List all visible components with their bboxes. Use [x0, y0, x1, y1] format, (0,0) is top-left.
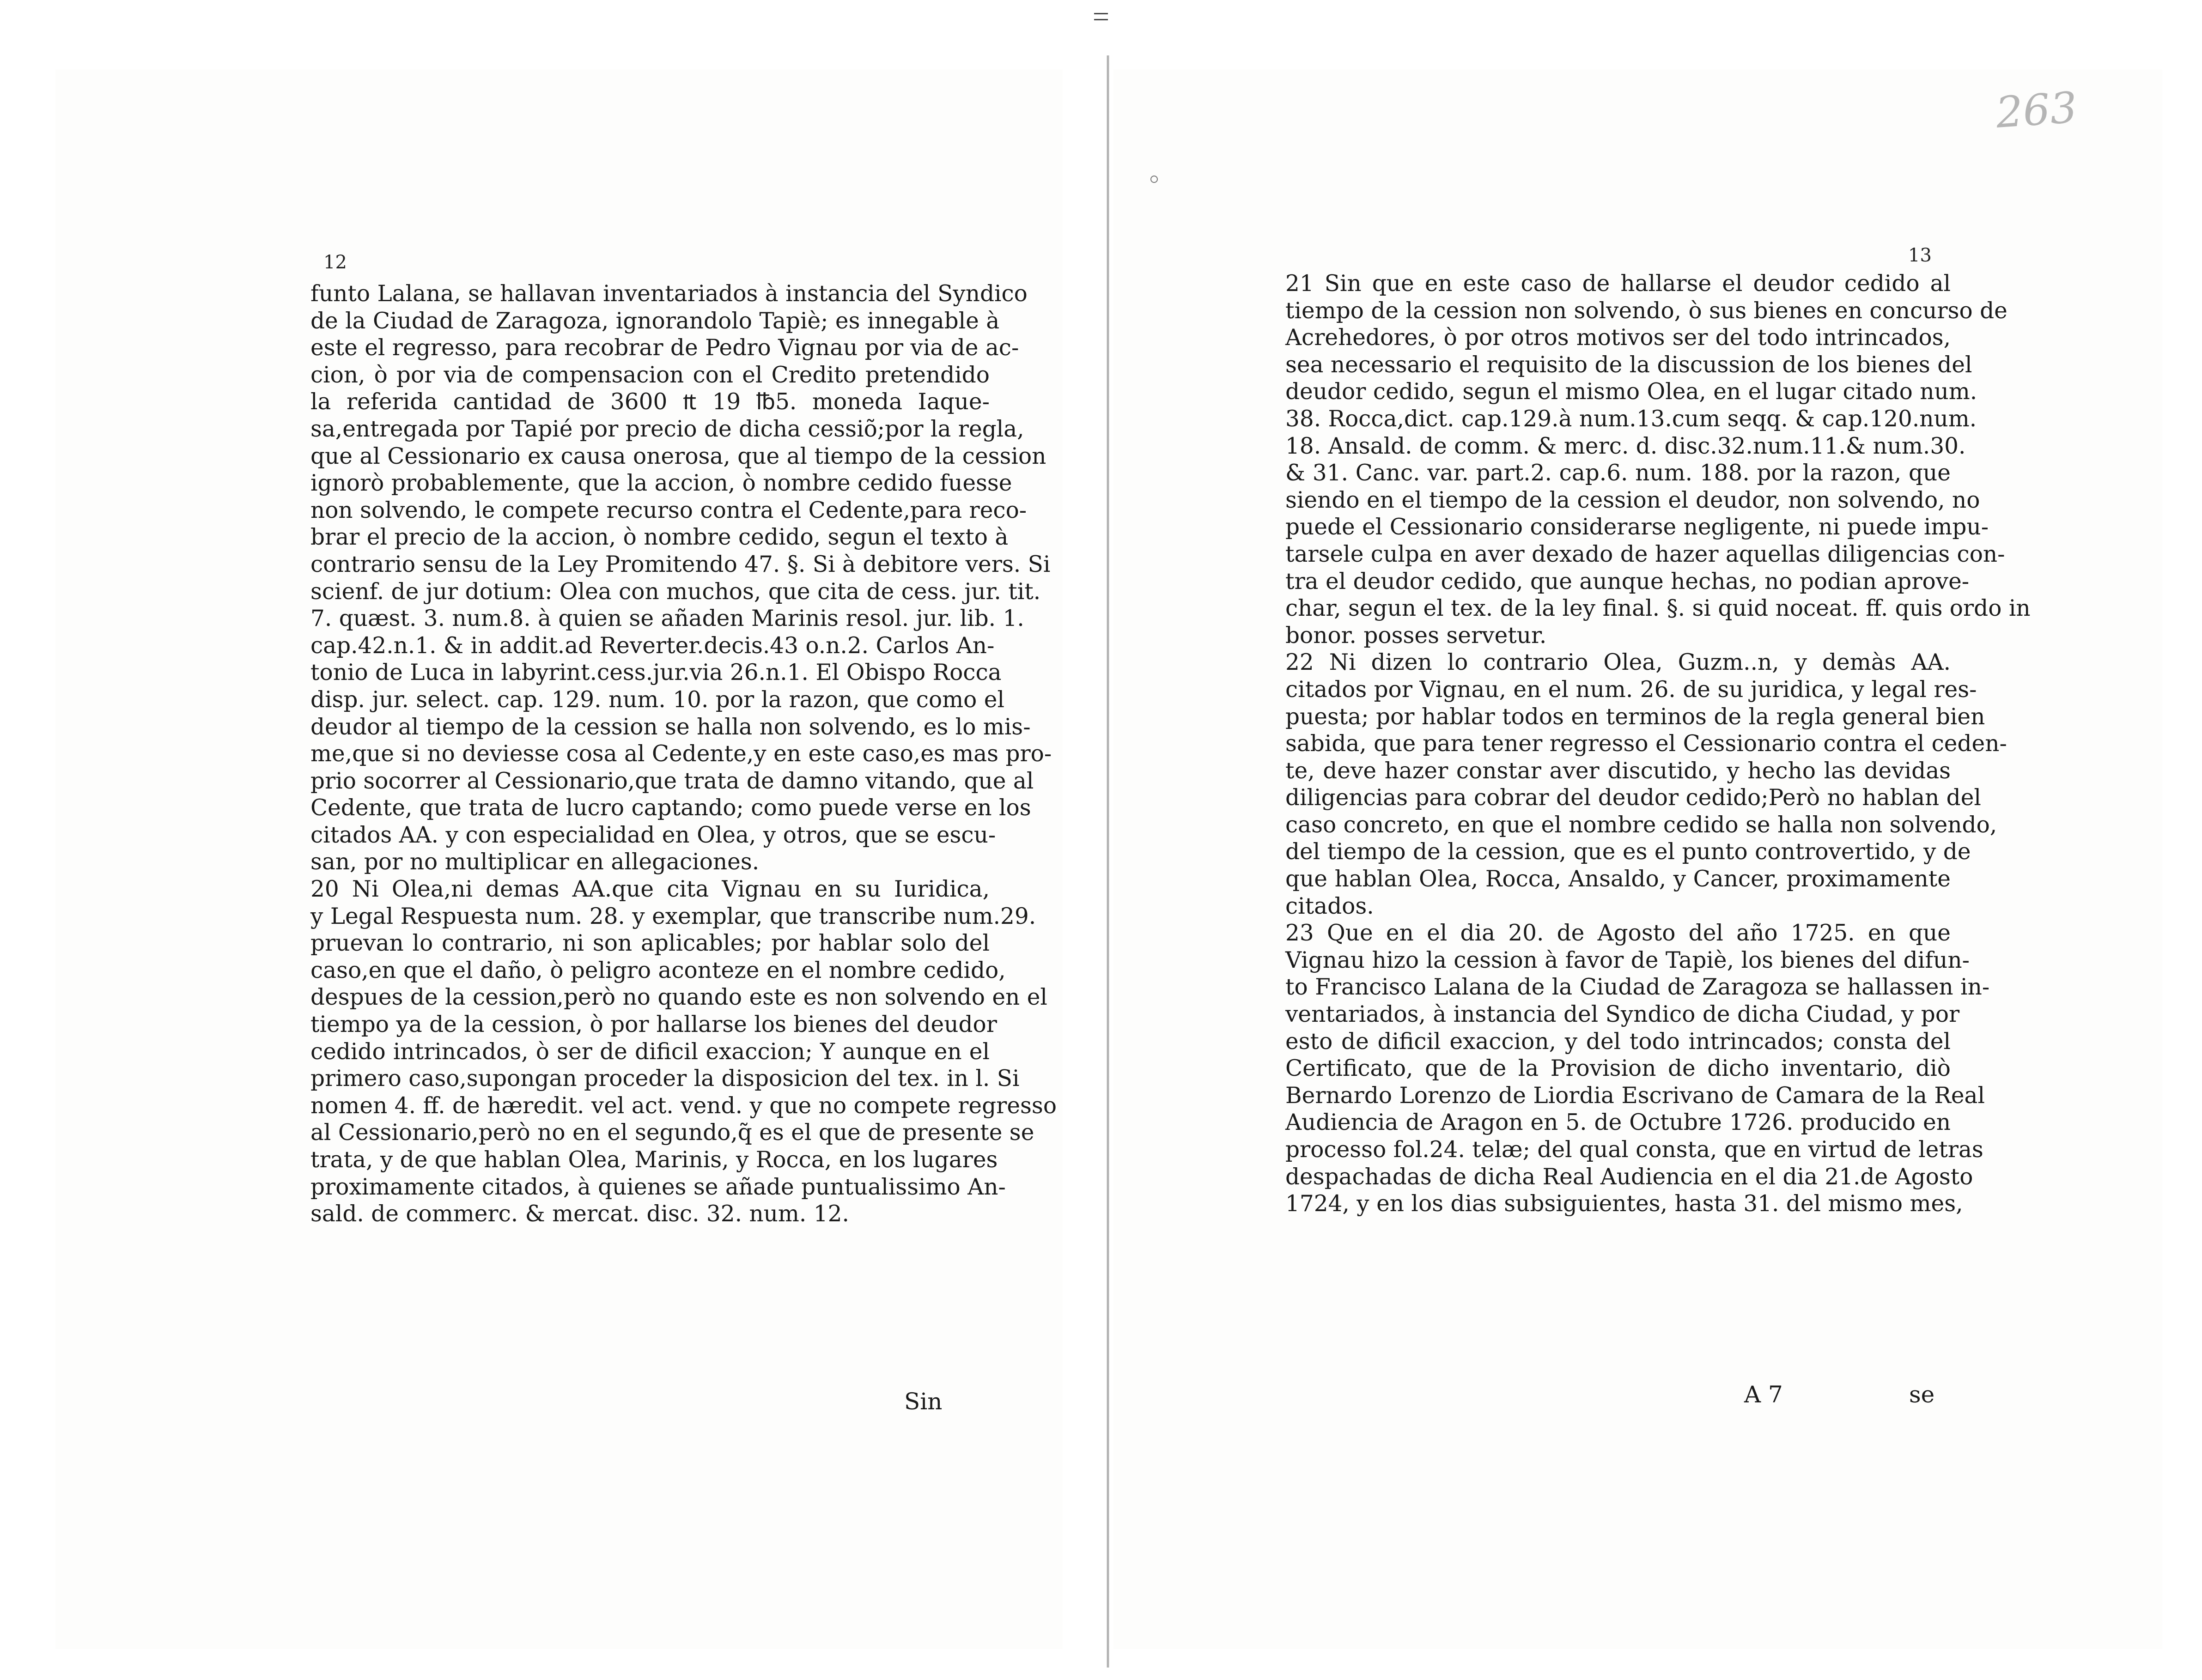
- left-page-text: [310, 280, 1057, 1228]
- text-line: nomen 4. ff. de hæredit. vel act. vend. y que no compete regresso: [310, 1092, 1057, 1119]
- text-line: cion, ò por via de compensacion con el Credito pretendido: [310, 362, 990, 388]
- text-line: tonio de Luca in labyrint.cess.jur.via 26.n.1. El Obispo Rocca: [310, 660, 1002, 686]
- text-line: y Legal Respuesta num. 28. y exemplar, que transcribe num.29.: [310, 903, 1036, 929]
- text-line: & 31. Canc. var. part.2. cap.6. num. 188. por la razon, que: [1285, 460, 1951, 486]
- right-signature-mark: A 7: [1744, 1381, 1783, 1408]
- text-line: que hablan Olea, Rocca, Ansaldo, y Cancer, proximamente: [1285, 866, 1951, 892]
- text-line: Cedente, que trata de lucro captando; como puede verse en los: [310, 795, 1031, 821]
- text-line: 7. quæst. 3. num.8. à quien se añaden Marinis resol. jur. lib. 1.: [310, 606, 1024, 632]
- text-line: contrario sensu de la Ley Promitendo 47. §. Si à debitore vers. Si: [310, 551, 1051, 577]
- text-line: 23 Que en el dia 20. de Agosto del año 1725. en que: [1285, 920, 1951, 946]
- text-line: caso concreto, en que el nombre cedido se halla non solvendo,: [1285, 812, 1997, 838]
- text-line: sabida, que para tener regresso el Cessionario contra el ceden-: [1285, 731, 2007, 757]
- text-line: tra el deudor cedido, que aunque hechas, no podian aprove-: [1285, 568, 1970, 594]
- text-line: sald. de commerc. & mercat. disc. 32. num. 12.: [310, 1201, 849, 1227]
- text-line: 1724, y en los dias subsiguientes, hasta 31. del mismo mes,: [1285, 1191, 1963, 1217]
- text-line: 18. Ansald. de comm. & merc. d. disc.32.num.11.& num.30.: [1285, 433, 1966, 459]
- text-line: diligencias para cobrar del deudor cedido;Però no hablan del: [1285, 785, 1981, 811]
- text-line: deudor cedido, segun el mismo Olea, en el lugar citado num.: [1285, 379, 1977, 405]
- text-line: disp. jur. select. cap. 129. num. 10. por la razon, que como el: [310, 686, 1004, 713]
- text-line: despachadas de dicha Real Audiencia en el dia 21.de Agosto: [1285, 1164, 1973, 1190]
- left-page-number: 12: [323, 252, 347, 273]
- text-line: puede el Cessionario considerarse negligente, ni puede impu-: [1285, 514, 1989, 540]
- text-line: proximamente citados, à quienes se añade puntualissimo An-: [310, 1174, 1006, 1200]
- text-line: esto de dificil exaccion, y del todo intrincados; consta del: [1285, 1028, 1951, 1055]
- text-line: puesta; por hablar todos en terminos de la regla general bien: [1285, 704, 1985, 730]
- text-line: tiempo ya de la cession, ò por hallarse los bienes del deudor: [310, 1012, 997, 1038]
- text-line: sea necessario el requisito de la discussion de los bienes del: [1285, 352, 1972, 378]
- right-page-number: 13: [1908, 245, 1932, 266]
- text-line: Audiencia de Aragon en 5. de Octubre 1726. producido en: [1285, 1110, 1951, 1136]
- left-catchword: Sin: [904, 1388, 943, 1415]
- text-line: siendo en el tiempo de la cession el deudor, non solvendo, no: [1285, 487, 1980, 513]
- right-page-text: [1285, 270, 2031, 1218]
- text-line: que al Cessionario ex causa onerosa, que al tiempo de la cession: [310, 443, 1046, 469]
- text-line: trata, y de que hablan Olea, Marinis, y Rocca, en los lugares: [310, 1147, 998, 1173]
- text-line: tarsele culpa en aver dexado de hazer aquellas diligencias con-: [1285, 541, 2005, 567]
- text-line: me,que si no deviesse cosa al Cedente,y en este caso,es mas pro-: [310, 741, 1052, 767]
- text-line: san, por no multiplicar en allegaciones.: [310, 849, 760, 875]
- handwritten-folio-number: 263: [1994, 83, 2079, 138]
- text-line: bonor. posses servetur.: [1285, 622, 1547, 649]
- text-line: funto Lalana, se hallavan inventariados à instancia del Syndico: [310, 281, 1028, 307]
- text-line: cap.42.n.1. & in addit.ad Reverter.decis.43 o.n.2. Carlos An-: [310, 632, 995, 659]
- top-binding-mark: [1094, 8, 1108, 27]
- text-line: despues de la cession,però no quando este es non solvendo en el: [310, 984, 1047, 1011]
- text-line: del tiempo de la cession, que es el punto controvertido, y de: [1285, 839, 1971, 865]
- text-line: ventariados, à instancia del Syndico de dicha Ciudad, y por: [1285, 1001, 1960, 1028]
- text-line: processo fol.24. telæ; del qual consta, que en virtud de letras: [1285, 1137, 1983, 1163]
- text-line: Bernardo Lorenzo de Liordia Escrivano de Camara de la Real: [1285, 1082, 1985, 1109]
- text-line: ignorò probablemente, que la accion, ò nombre cedido fuesse: [310, 470, 1012, 497]
- text-line: tiempo de la cession non solvendo, ò sus bienes en concurso de: [1285, 297, 2007, 324]
- text-line: 38. Rocca,dict. cap.129.à num.13.cum seqq. & cap.120.num.: [1285, 406, 1977, 432]
- text-line: citados por Vignau, en el num. 26. de su juridica, y legal res-: [1285, 676, 1977, 703]
- text-line: 20 Ni Olea,ni demas AA.que cita Vignau en su Iuridica,: [310, 876, 990, 903]
- text-line: este el regresso, para recobrar de Pedro Vignau por via de ac-: [310, 335, 1019, 361]
- text-line: to Francisco Lalana de la Ciudad de Zaragoza se hallassen in-: [1285, 974, 1990, 1001]
- text-line: al Cessionario,però no en el segundo,q̃ es el que de presente se: [310, 1120, 1034, 1146]
- text-line: de la Ciudad de Zaragoza, ignorandolo Tapiè; es innegable à: [310, 308, 1000, 334]
- text-line: 22 Ni dizen lo contrario Olea, Guzm..n, y demàs AA.: [1285, 649, 1951, 676]
- text-line: 21 Sin que en este caso de hallarse el deudor cedido al: [1285, 271, 1951, 297]
- page-gutter: [1107, 55, 1109, 1668]
- text-line: la referida cantidad de 3600 ₶ 19 ℔5. moneda Iaque-: [310, 389, 990, 415]
- text-line: citados.: [1285, 893, 1374, 919]
- text-line: cedido intrincados, ò ser de dificil exaccion; Y aunque en el: [310, 1038, 990, 1065]
- text-line: citados AA. y con especialidad en Olea, y otros, que se escu-: [310, 822, 996, 848]
- text-line: char, segun el tex. de la ley final. §. si quid noceat. ff. quis ordo in: [1285, 595, 2031, 622]
- text-line: Vignau hizo la cession à favor de Tapiè, los bienes del difun-: [1285, 947, 1970, 973]
- text-line: sa,entregada por Tapié por precio de dicha cessiõ;por la regla,: [310, 416, 1024, 442]
- text-line: brar el precio de la accion, ò nombre cedido, segun el texto à: [310, 524, 1009, 551]
- right-catchword: se: [1909, 1381, 1935, 1408]
- text-line: Acrehedores, ò por otros motivos ser del todo intrincados,: [1285, 325, 1951, 351]
- text-line: non solvendo, le compete recurso contra el Cedente,para reco-: [310, 497, 1027, 523]
- text-line: caso,en que el daño, ò peligro aconteze en el nombre cedido,: [310, 957, 1006, 983]
- text-line: prio socorrer al Cessionario,que trata de damno vitando, que al: [310, 768, 1034, 794]
- text-line: deudor al tiempo de la cession se halla non solvendo, es lo mis-: [310, 714, 1031, 740]
- text-line: scienf. de jur dotium: Olea con muchos, que cita de cess. jur. tit.: [310, 578, 1041, 605]
- text-line: primero caso,supongan proceder la disposicion del tex. in l. Si: [310, 1066, 1020, 1092]
- margin-dot: [1150, 176, 1158, 183]
- text-line: Certificato, que de la Provision de dicho inventario, diò: [1285, 1055, 1951, 1082]
- text-line: te, deve hazer constar aver discutido, y hecho las devidas: [1285, 758, 1951, 784]
- text-line: pruevan lo contrario, ni son aplicables; por hablar solo del: [310, 930, 990, 957]
